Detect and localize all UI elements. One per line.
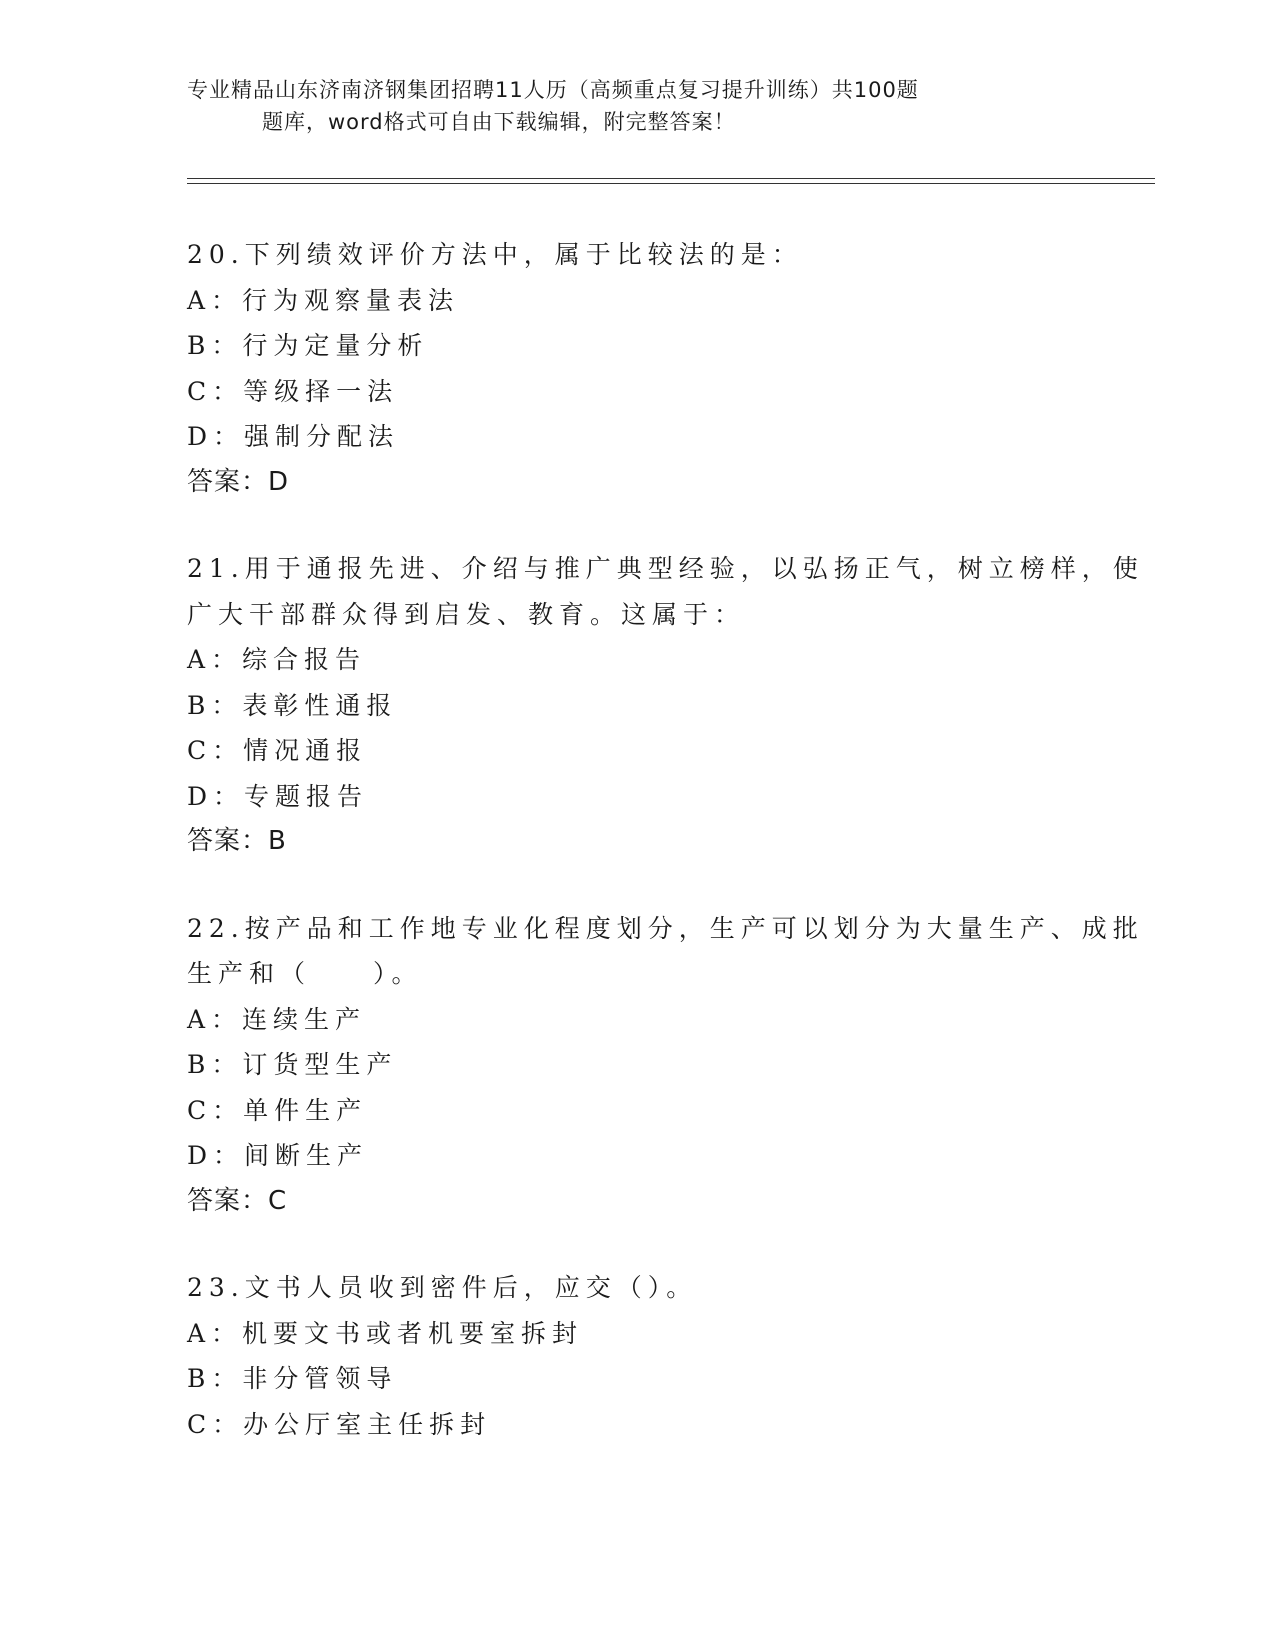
document-header xyxy=(187,74,1087,138)
option-c: C：单件生产 xyxy=(187,1095,368,1125)
option-a: A：行为观察量表法 xyxy=(187,285,460,315)
answer-line: 答案：C xyxy=(187,1185,288,1216)
option-a: A：综合报告 xyxy=(187,645,367,674)
option-b: B：订货型生产 xyxy=(187,1050,398,1079)
option-c: C：等级择一法 xyxy=(187,376,399,406)
question-stem: 22.按产品和工作地专业化程度划分，生产可以划分为大量生产、成批 xyxy=(187,913,1144,943)
question-stem: 21.用于通报先进、介绍与推广典型经验，以弘扬正气，树立榜样，使 xyxy=(187,554,1144,583)
question-list xyxy=(187,232,1144,1488)
option-c: C：情况通报 xyxy=(187,736,368,765)
header-divider-top xyxy=(187,178,1155,179)
option-c: C：办公厅室主任拆封 xyxy=(187,1409,492,1439)
header-divider-bottom xyxy=(187,183,1155,184)
option-d: D：间断生产 xyxy=(187,1141,369,1170)
option-a: A：机要文书或者机要室拆封 xyxy=(187,1318,584,1348)
question-stem: 23.文书人员收到密件后，应交（）。 xyxy=(187,1273,698,1302)
question-stem-continued: 广大干部群众得到启发、教育。这属于： xyxy=(187,599,746,629)
question-stem: 20.下列绩效评价方法中，属于比较法的是： xyxy=(187,240,803,269)
option-d: D：专题报告 xyxy=(187,781,369,811)
option-d: D：强制分配法 xyxy=(187,422,400,451)
question-22 xyxy=(187,906,1144,1225)
question-20 xyxy=(187,232,1087,505)
answer-line: 答案：D xyxy=(187,466,290,497)
header-title-line1: 专业精品山东济南济钢集团招聘11人历（高频重点复习提升训练）共100题 xyxy=(187,78,919,102)
option-b: B：行为定量分析 xyxy=(187,331,429,360)
question-23 xyxy=(187,1265,1087,1447)
question-stem-continued: 生产和（ ）。 xyxy=(187,959,423,988)
answer-line: 答案：B xyxy=(187,826,287,856)
question-21 xyxy=(187,546,1144,865)
option-b: B：表彰性通报 xyxy=(187,690,398,720)
option-a: A：连续生产 xyxy=(187,1004,367,1034)
option-b: B：非分管领导 xyxy=(187,1364,398,1393)
header-title-line2: 题库，word格式可自由下载编辑，附完整答案！ xyxy=(262,110,736,134)
